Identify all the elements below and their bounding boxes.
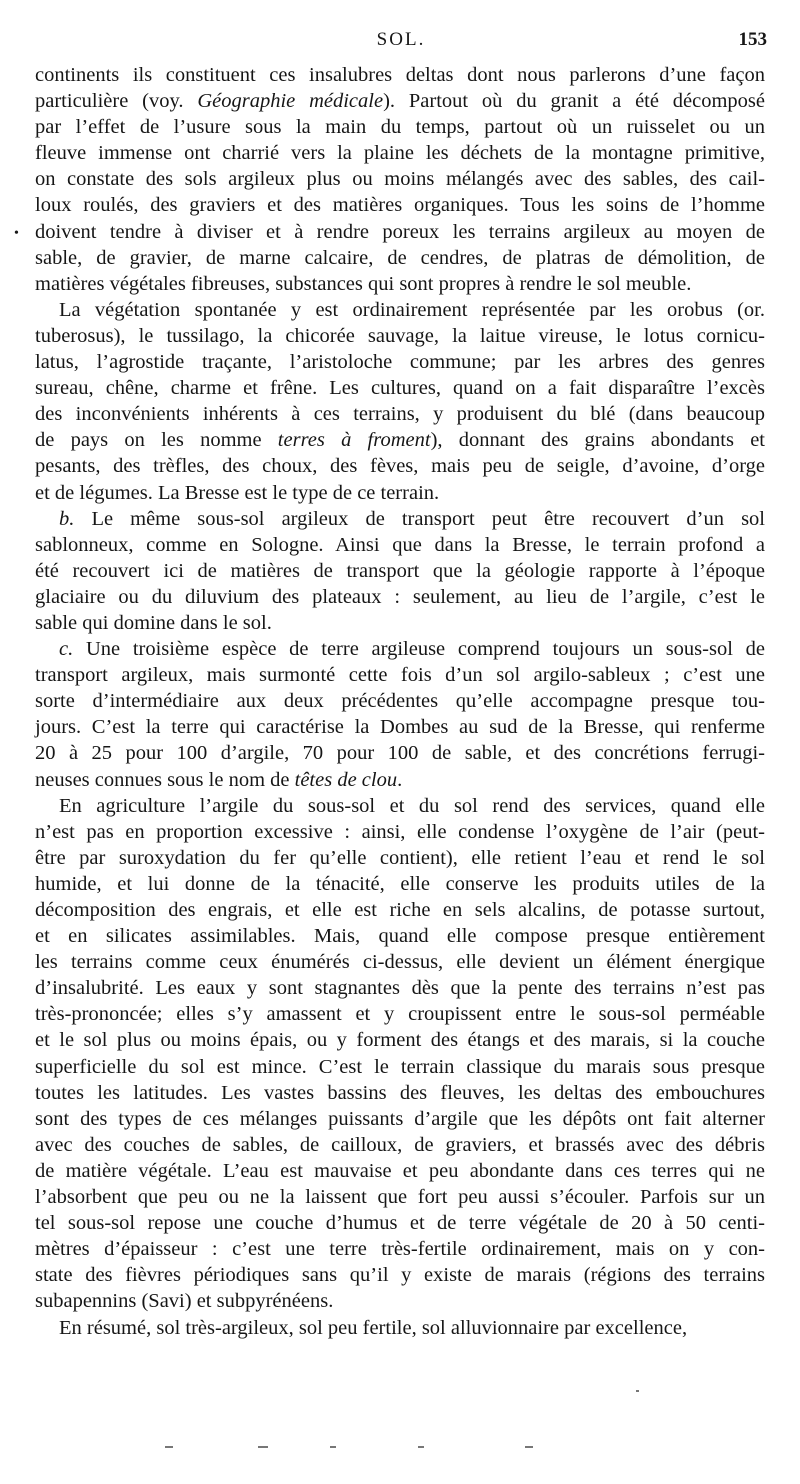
text-line: sont des types de ces mélanges puissants d’argile que les dépôts ont fait alterner [35,1107,765,1130]
text-line: et de légumes. La Bresse est le type de ce terrain. [35,481,440,504]
text-line: pesants, des trèfles, des choux, des fèves, mais peu de seigle, d’avoine, d’orge [35,455,765,478]
text-line: continents ils constituent ces insalubres deltas dont nous parlerons d’une façon [35,64,765,86]
italic-phrase: b. [59,507,75,530]
text-line: matières végétales fibreuses, substances qui sont propres à rendre le sol meuble. [35,272,692,295]
text-line: sorte d’intermédiaire aux deux précédentes qu’elle accompagne presque tou- [35,690,765,713]
text-line: mètres d’épaisseur : c’est une terre très-fertile ordinairement, mais on y con- [35,1238,765,1261]
text-line: et en silicates assimilables. Mais, quand elle compose presque entièrement [35,925,765,948]
text-line: n’est pas en proportion excessive : ainsi, elle condense l’oxygène de l’air (peut- [35,820,765,843]
text-line: transport argileux, mais surmonté cette fois d’un sol argilo-sableux ; c’est une [35,664,765,687]
text-line: été recouvert ici de matières de transport que la géologie rapporte à l’époque [35,559,765,582]
italic-phrase: Géographie médicale [197,90,384,113]
running-title: SOL. [376,29,426,50]
text-line: sablonneux, comme en Sologne. Ainsi que dans la Bresse, le terrain profond a [35,533,765,556]
scan-speck [418,1446,424,1448]
text-line: les terrains comme ceux énumérés ci-dessus, elle devient un élément énergique [35,951,765,974]
text-line: on constate des sols argileux plus ou moins mélangés avec des sables, des cail- [35,168,765,191]
text-line: sureau, chêne, charme et frêne. Les cultures, quand on a fait disparaître l’excès [35,377,765,400]
body-text [35,62,765,1341]
text-line: tuberosus), le tussilago, la chicorée sauvage, la laitue vireuse, le lotus cornicu- [35,324,765,347]
text-line: loux roulés, des graviers et des matières organiques. Tous les soins de l’homme [35,194,765,217]
scan-speck [636,1390,639,1392]
text-line: et le sol plus ou moins épais, ou y forment des étangs et des marais, si la couche [35,1029,765,1052]
text-line: En résumé, sol très-argileux, sol peu fertile, sol alluvionnaire par excellence, [59,1316,688,1339]
italic-phrase: terres à froment [277,429,431,452]
text-line: state des fièvres périodiques sans qu’il y existe de marais (régions des terrains [35,1264,765,1287]
text-line: humide, et lui donne de la ténacité, elle conserve les produits utiles de la [35,872,765,895]
text-line: par l’effet de l’usure sous la main du temps, partout où un ruisselet ou un [35,116,765,139]
scan-speck [525,1446,533,1448]
text-line: sable, de gravier, de marne calcaire, de cendres, de platras de démolition, de [35,246,765,269]
text-line: des inconvénients inhérents à ces terrains, y produisent du blé (dans beaucoup [35,403,765,426]
text-line: avec des couches de sables, de cailloux, de graviers, et brassés avec des débris [35,1133,765,1156]
text-line: l’absorbent que peu ou ne la laissent que fort peu aussi s’écouler. Parfois sur un [35,1186,765,1209]
page-number: 153 [738,29,767,50]
text-line: En agriculture l’argile du sous-sol et du sol rend des services, quand elle [59,794,765,817]
text-line: de matière végétale. L’eau est mauvaise et peu abondante dans ces terres qui ne [35,1159,765,1182]
text-line: La végétation spontanée y est ordinairement représentée par les orobus (or. [59,298,765,321]
text-line: d’insalubrité. Les eaux y sont stagnantes dès que la pente des terrains n’est pas [35,977,765,1000]
text-line: latus, l’agrostide traçante, l’aristoloche commune; par les arbres des genres [35,351,765,374]
scan-speck [258,1446,268,1448]
italic-phrase: têtes de clou [294,768,398,791]
text-line: particulière (voy. Géographie médicale). Partout où du granit a été décomposé [35,90,766,113]
text-line: b. Le même sous-sol argileux de transport peut être recouvert d’un sol [59,507,765,530]
italic-phrase: c. [59,638,74,661]
text-line: jours. C’est la terre qui caractérise la Dombes au sud de la Bresse, qui renferme [35,716,765,739]
scan-speck [165,1446,173,1448]
scan-speck [330,1446,336,1448]
text-line: superficielle du sol est mince. C’est le terrain classique du marais sous presque [35,1055,765,1078]
text-line: toutes les latitudes. Les vastes bassins des fleuves, les deltas des embouchures [35,1081,765,1104]
text-line: doivent tendre à diviser et à rendre poreux les terrains argileux au moyen de [35,220,765,243]
text-line: 20 à 25 pour 100 d’argile, 70 pour 100 de sable, et des concrétions ferrugi- [35,742,765,765]
scan-specks [0,1380,800,1480]
running-head [35,29,767,59]
margin-mark: • [14,226,19,241]
text-line: sable qui domine dans le sol. [35,611,272,634]
text-line: glaciaire ou du diluvium des plateaux : seulement, au lieu de l’argile, c’est le [35,585,765,608]
text-line: être par suroxydation du fer qu’elle contient), elle retient l’eau et rend le sol [35,846,765,869]
text-line: fleuve immense ont charrié vers la plaine les déchets de la montagne primitive, [35,142,765,165]
text-line: c. Une troisième espèce de terre argileuse comprend toujours un sous-sol de [59,638,765,661]
text-line: décomposition des engrais, et elle est riche en sels alcalins, de potasse surtout, [35,899,765,921]
text-line: neuses connues sous le nom de têtes de clou. [35,768,403,791]
text-line: tel sous-sol repose une couche d’humus et de terre végétale de 20 à 50 centi- [35,1212,765,1235]
text-line: de pays on les nomme terres à froment), donnant des grains abondants et [35,429,765,452]
text-line: très-prononcée; elles s’y amassent et y croupissent entre le sous-sol perméable [35,1003,765,1026]
text-line: subapennins (Savi) et subpyrénéens. [35,1290,334,1313]
